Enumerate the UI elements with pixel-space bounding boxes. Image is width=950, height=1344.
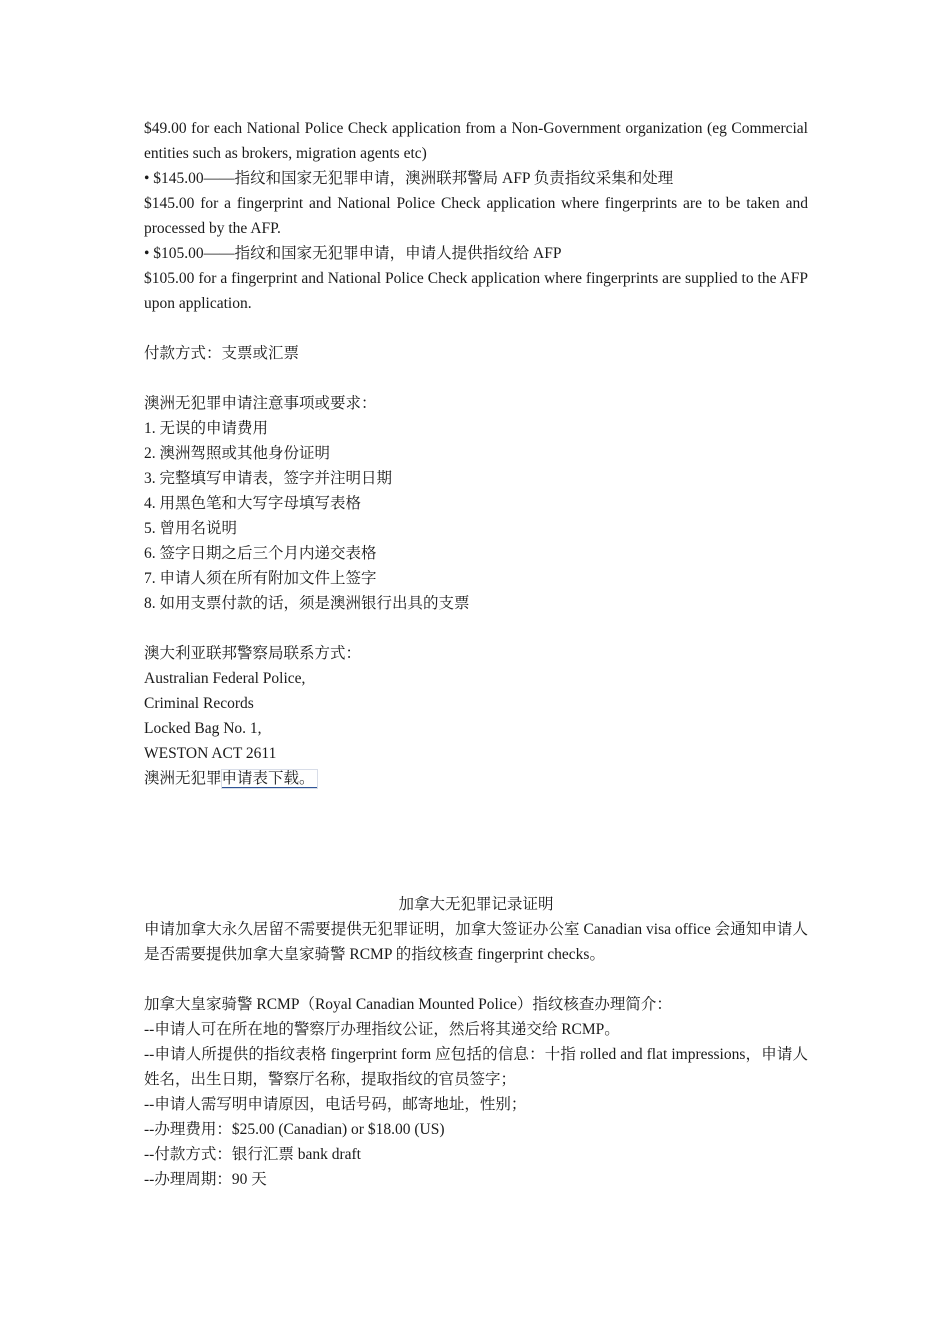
- bullet-145-cn: • $145.00——指纹和国家无犯罪申请，澳洲联邦警局 AFP 负责指纹采集和处理: [144, 170, 674, 187]
- requirement-item: 8. 如用支票付款的话，须是澳洲银行出具的支票: [144, 595, 470, 612]
- contact-line: Australian Federal Police,: [144, 670, 306, 687]
- rcmp-item: --申请人可在所在地的警察厅办理指纹公证，然后将其递交给 RCMP。: [144, 1021, 620, 1038]
- canada-section-title: 加拿大无犯罪记录证明: [398, 896, 554, 913]
- requirements-heading: 澳洲无犯罪申请注意事项或要求：: [144, 395, 377, 412]
- payment-method: 付款方式：支票或汇票: [144, 345, 300, 362]
- requirement-item: 6. 签字日期之后三个月内递交表格: [144, 545, 377, 562]
- download-form-link[interactable]: 申请表下载。: [221, 770, 315, 787]
- canada-intro: 申请加拿大永久居留不需要提供无犯罪证明，加拿大签证办公室 Canadian visa office 会通知申请人是否需要提供加拿大皇家骑警 RCMP 的指纹核查 fingerprint checks。: [144, 921, 808, 963]
- rcmp-item: --申请人需写明申请原因，电话号码，邮寄地址，性别；: [144, 1096, 527, 1113]
- spacer: [144, 967, 808, 992]
- download-prefix: 澳洲无犯罪: [144, 770, 222, 787]
- fee-145-en: $145.00 for a fingerprint and National Police Check application where fingerprints are to be taken and processed by the AFP.: [144, 195, 808, 237]
- document-body: [144, 116, 808, 1192]
- requirement-item: 5. 曾用名说明: [144, 520, 238, 537]
- requirement-item: 1. 无误的申请费用: [144, 420, 269, 437]
- contact-line: Locked Bag No. 1,: [144, 720, 262, 737]
- fee-ngo-text: $49.00 for each National Police Check application from a Non-Government organization (eg Commercial entities such as brokers, migration agents etc): [144, 120, 808, 162]
- download-line: [144, 766, 808, 791]
- requirement-item: 3. 完整填写申请表，签字并注明日期: [144, 470, 393, 487]
- rcmp-item: --付款方式：银行汇票 bank draft: [144, 1146, 361, 1163]
- fee-105-en: $105.00 for a fingerprint and National Police Check application where fingerprints are supplied to the AFP upon application.: [144, 270, 808, 312]
- rcmp-item: --办理周期：90 天: [144, 1171, 267, 1188]
- contact-heading: 澳大利亚联邦警察局联系方式：: [144, 645, 362, 662]
- rcmp-item: --办理费用：$25.00 (Canadian) or $18.00 (US): [144, 1121, 445, 1138]
- rcmp-heading: 加拿大皇家骑警 RCMP（Royal Canadian Mounted Police）指纹核查办理简介：: [144, 996, 672, 1013]
- spacer: [144, 316, 808, 341]
- rcmp-item: --申请人所提供的指纹表格 fingerprint form 应包括的信息：十指 rolled and flat impressions，申请人姓名，出生日期，警察厅名称，提取指纹的官员签字；: [144, 1046, 808, 1088]
- contact-line: WESTON ACT 2611: [144, 745, 277, 762]
- requirement-item: 4. 用黑色笔和大写字母填写表格: [144, 495, 362, 512]
- requirement-item: 7. 申请人须在所有附加文件上签字: [144, 570, 377, 587]
- contact-line: Criminal Records: [144, 695, 254, 712]
- requirement-item: 2. 澳洲驾照或其他身份证明: [144, 445, 331, 462]
- bullet-105-cn: • $105.00——指纹和国家无犯罪申请，申请人提供指纹给 AFP: [144, 245, 562, 262]
- spacer: [144, 616, 808, 641]
- spacer: [144, 791, 808, 892]
- spacer: [144, 366, 808, 391]
